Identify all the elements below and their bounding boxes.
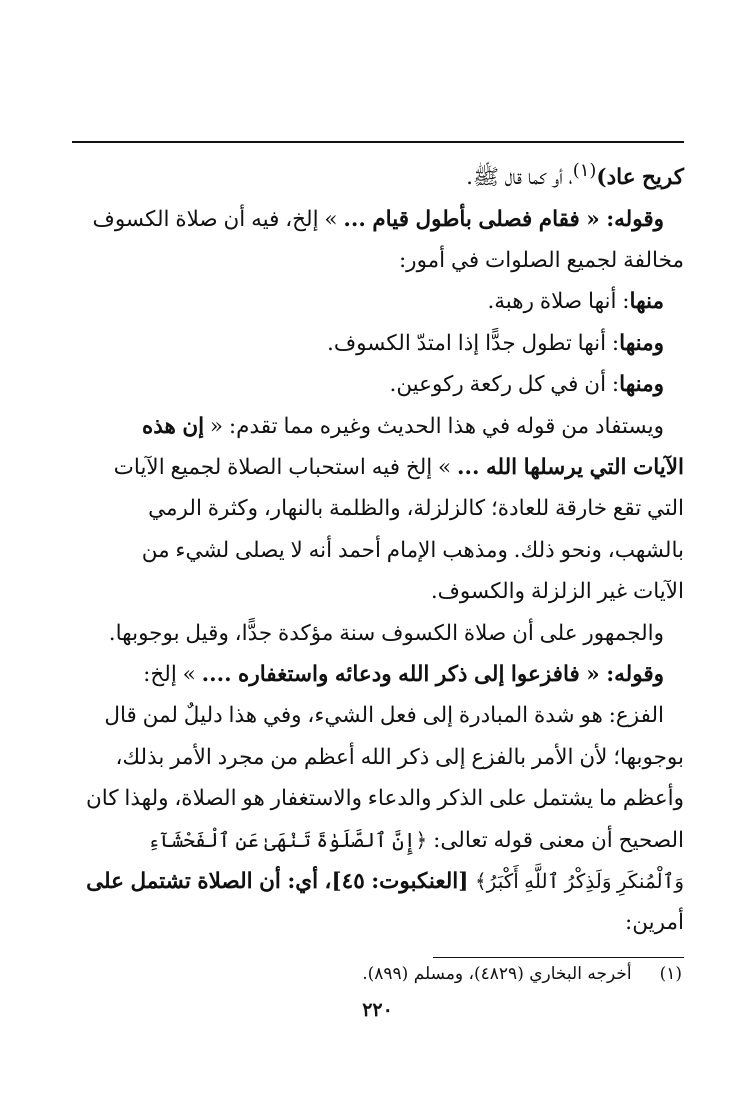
line-15: بوجوبها؛ لأن الأمر بالفزع إلى ذكر الله أعظم من مجرد الأمر بذلك، [115,744,684,770]
line-16: وأعظم ما يشتمل على الذكر والدعاء والاستغفار هو الصلاة، ولهذا كان [86,786,684,812]
line-12: والجمهور على أن صلاة الكسوف سنة مؤكدة جدًّا، وقيل بوجوبها. [108,620,664,646]
top-rule [72,141,684,143]
quran-verse-start: ﴿إِنَّ ٱلصَّلَوٰةَ تَنْهَىٰ عَنِ ٱلْفَحْشَآءِ [148,827,428,852]
line-11: الآيات غير الزلزلة والكسوف. [430,579,684,605]
line-14: الفزع: هو شدة المبادرة إلى فعل الشيء، وفي هذا دليلٌ لمن قال [104,703,664,729]
line-5: ومنها: أنها تطول جدًّا إذا امتدّ الكسوف. [326,330,664,356]
line-1: كريح عاد)$^{(١)}$، أو كما قال ﷺ. [466,160,684,191]
line-10: بالشهب، ونحو ذلك. ومذهب الإمام أحمد أنه لا يصلى لشيء من [141,537,684,563]
footnote-number: (١) [659,964,682,984]
line-6: ومنها: أن في كل ركعة ركوعين. [389,372,664,398]
line-9: التي تقع خارقة للعادة؛ كالزلزلة، والظلمة بالنهار، وكثرة الرمي [148,496,684,522]
footnote [72,957,682,991]
line-13: وقوله: « فافزعوا إلى ذكر الله ودعائه واستغفاره .... » إلخ: [143,662,664,688]
line-7: ويستفاد من قوله في هذا الحديث وغيره مما تقدم: « إن هذه [141,413,664,439]
page-number: ٢٢٠ [362,999,393,1021]
line-3: مخالفة لجميع الصلوات في أمور: [398,247,684,273]
line-17: الصحيح أن معنى قوله تعالى: ﴿إِنَّ ٱلصَّلَوٰةَ تَنْهَىٰ عَنِ ٱلْفَحْشَآءِ [148,827,684,853]
quran-verse-end: وَٱلْمُنكَرِ وَلَذِكْرُ ٱللَّهِ أَكْبَرُ﴾ [474,869,684,894]
line-19: أمرين: [625,910,684,936]
line-18: وَٱلْمُنكَرِ وَلَذِكْرُ ٱللَّهِ أَكْبَرُ﴾ [العنكبوت: ٤٥]، أي: أن الصلاة تشتمل على [86,869,684,895]
line-4: منها: أنها صلاة رهبة. [487,289,664,315]
body-text [72,150,684,944]
line-2: وقوله: « فقام فصلى بأطول قيام ... » إلخ، فيه أن صلاة الكسوف [92,206,664,232]
footnote-text: أخرجه البخاري (٤٨٢٩)، ومسلم (٨٩٩). [362,964,632,984]
line-8: الآيات التي يرسلها الله ... » إلخ فيه استحباب الصلاة لجميع الآيات [113,455,684,480]
